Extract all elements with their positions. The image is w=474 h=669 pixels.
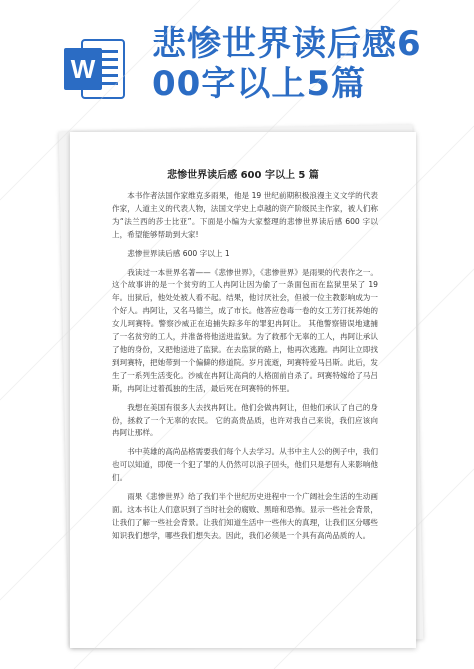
document-body	[112, 190, 378, 549]
banner-header	[0, 0, 474, 130]
word-document-icon	[62, 36, 128, 102]
page-title	[152, 24, 462, 104]
paragraph-summary: 我读过一本世界名著——《悲惨世界》，《悲惨世界》是雨果的代表作之一。这个故事讲的是一个贫穷的工人冉阿让因为偷了一条面包而在监狱里呆了 19 年。出狱后，他处处被人看不起。结果，他讨厌社会，但被一位主教影响成为一个好人。冉阿让，又名马德兰，成了市长。他答应卷毒一卷的女工芳汀抚养她的女儿珂赛特。警察沙威正在追捕失踪多年的罪犯冉阿让。 其他警察错误地逮捕了一名贫穷的工人，并准备将他送进监狱。为了救那个无辜的工人，冉阿让承认了他的身份，又把他送进了监狱。在去监狱的路上，他再次逃跑。冉阿让立即找到珂赛特，把她带到一个偏僻的修道院。岁月流逝，珂赛特爱马吕斯。此后，发生了一系列生活变化。沙威在冉阿让高尚的人格面前自杀了。珂赛特嫁给了马吕斯，冉阿让过着孤独的生活，最后死在珂赛特的怀里。	[112, 267, 378, 393]
word-icon-letter: W	[70, 54, 96, 84]
document-title: 悲惨世界读后感 600 字以上 5 篇	[167, 170, 319, 181]
section-heading: 悲惨世界读后感 600 字以上 1	[127, 248, 230, 258]
paragraph-conclusion: 雨果《悲惨世界》给了我们半个世纪历史进程中一个广阔社会生活的生动画面。这本书让人们意识到了当时社会的腐败、黑暗和恐怖。显示一些社会背景，让我们了解一些社会背景。让我们知道生活中一些伟大的真理，让我们区分哪些知识我们想学，哪些我们想失去。因此，我们必须是一个具有高尚品质的人。	[112, 492, 378, 540]
document-page	[70, 132, 416, 648]
paragraph-hero: 书中英雄的高尚品格需要我们每个人去学习。从书中主人公的例子中，我们也可以知道，即使一个犯了罪的人仍然可以浪子回头，他们只是想有人来影响他们。	[112, 447, 378, 483]
paragraph-intro: 本书作者法国作家维克多雨果，他是 19 世纪前期积极浪漫主义文学的代表作家，人道主义的代表人物，法国文学史上卓越的资产阶级民主作家，被人们称为“法兰西的莎士比亚”。下面是小编为大家整理的悲惨世界读后感 600 字以上，希望能够帮助到大家!	[112, 191, 378, 239]
page-title-line1: 悲惨世界读后感6	[152, 24, 422, 64]
paragraph-reflection: 我想在美国有很多人去找冉阿让。他们会做冉阿让，但他们承认了自己的身份，拯救了一个无辜的农民。 它的高贵品质，也许对我自己来说，我们应该向冉阿让那样。	[112, 402, 378, 438]
page-title-line2: 00字以上5篇	[152, 64, 366, 104]
